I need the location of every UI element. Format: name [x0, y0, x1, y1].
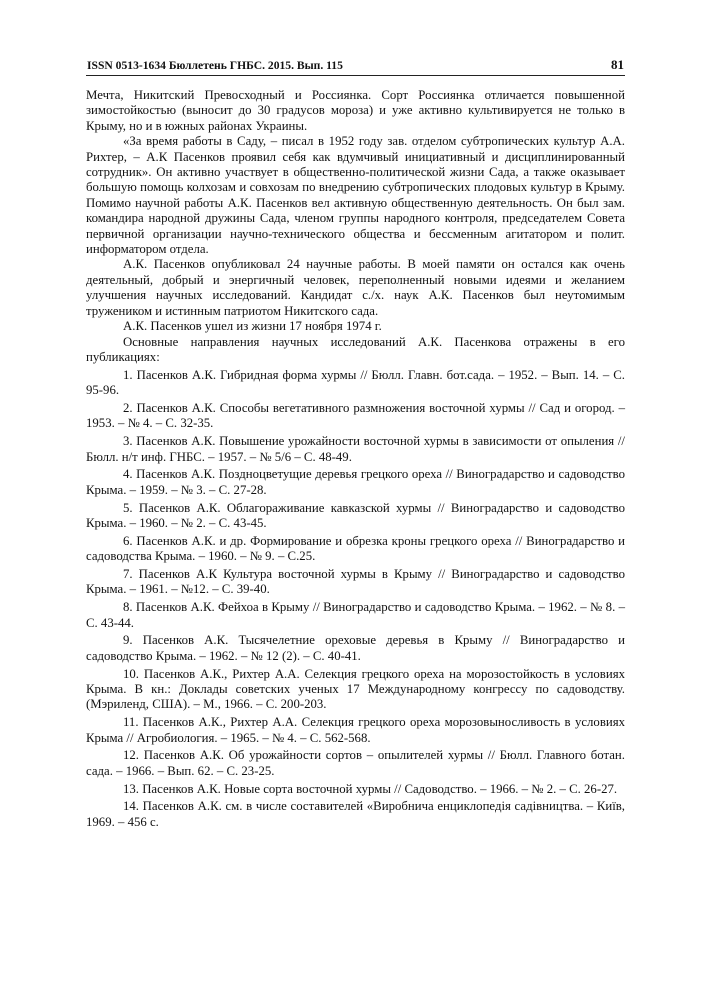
paragraph-continued: Мечта, Никитский Превосходный и Россиянка. Сорт Россиянка отличается повышенной зимостойкостью (выносит до 30 градусов мороза) и уже активно культивируется не только в Крыму, но и в южных районах Украины. [86, 88, 625, 133]
reference-item: 3. Пасенков А.К. Повышение урожайности восточной хурмы в зависимости от опыления // Бюлл. н/т инф. ГНБС. – 1957. – № 5/6 – С. 48-49. [86, 434, 625, 464]
page-number: 81 [611, 57, 624, 72]
paragraph: А.К. Пасенков ушел из жизни 17 ноября 1974 г. [123, 319, 382, 334]
paragraph: «За время работы в Саду, – писал в 1952 году зав. отделом субтропических культур А.А. Рихтер, – А.К Пасенков проявил себя как вдумчивый инициативный и дисциплинированный сотрудник». Он активно участвует в общественно-политической жизни Сада, а также оказывает большую помощь колхозам и совхозам по внедрению субтропических плодовых культур в Крыму. Помимо научной работы А.К. Пасенков вел активную общественную деятельность. Он был зам. командира народной дружины Сада, членом группы народного контроля, председателем Совета первичной организации научно-технического общества и бессменным агитатором и полит. информатором отдела. [86, 134, 625, 257]
article-body [86, 88, 625, 830]
journal-citation: ISSN 0513-1634 Бюллетень ГНБС. 2015. Вып. 115 [87, 59, 343, 72]
reference-item: 1. Пасенков А.К. Гибридная форма хурмы // Бюлл. Главн. бот.сада. – 1952. – Вып. 14. – С. 95-96. [86, 367, 625, 398]
running-header [86, 57, 625, 76]
reference-item: 5. Пасенков А.К. Облагораживание кавказской хурмы // Виноградарство и садоводство Крыма. – 1960. – № 2. – С. 43-45. [86, 500, 625, 530]
reference-item: 9. Пасенков А.К. Тысячелетние ореховые деревья в Крыму // Виноградарство и садоводство Крыма. – 1962. – № 12 (2). – С. 40-41. [86, 633, 625, 663]
reference-item: 10. Пасенков А.К., Рихтер А.А. Селекция грецкого ореха на морозостойкость в условиях Крыма. В кн.: Доклады советских ученых 17 Международному конгрессу по садоводству. (Мэриленд, США). – М., 1966. – С. 200-203. [86, 666, 625, 712]
reference-item: 12. Пасенков А.К. Об урожайности сортов – опылителей хурмы // Бюлл. Главного ботан. сада. – 1966. – Вып. 62. – С. 23-25. [86, 748, 625, 778]
reference-item: 7. Пасенков А.К Культура восточной хурмы в Крыму // Виноградарство и садоводство Крыма. – 1961. – №12. – С. 39-40. [86, 566, 625, 597]
reference-item: 14. Пасенков А.К. см. в числе составителей «Виробнича енциклопедія садівництва. – Київ, 1969. – 456 с. [86, 799, 625, 829]
reference-item: 4. Пасенков А.К. Поздноцветущие деревья грецкого ореха // Виноградарство и садоводство Крыма. – 1959. – № 3. – С. 27-28. [86, 467, 625, 497]
paragraph: Основные направления научных исследований А.К. Пасенкова отражены в его публикациях: [86, 334, 625, 364]
reference-item: 13. Пасенков А.К. Новые сорта восточной хурмы // Садоводство. – 1966. – № 2. – С. 26-27. [123, 781, 618, 796]
reference-item: 2. Пасенков А.К. Способы вегетативного размножения восточной хурмы // Сад и огород. – 1953. – № 4. – С. 32-35. [86, 400, 625, 431]
reference-item: 11. Пасенков А.К., Рихтер А.А. Селекция грецкого ореха морозовыносливость в условиях Крыма // Агробиология. – 1965. – № 4. – С. 562-568. [86, 715, 625, 745]
reference-item: 6. Пасенков А.К. и др. Формирование и обрезка кроны грецкого ореха // Виноградарство и садоводства Крыма. – 1960. – № 9. – С.25. [86, 533, 625, 564]
reference-item: 8. Пасенков А.К. Фейхоа в Крыму // Виноградарство и садоводство Крыма. – 1962. – № 8. – С. 43-44. [86, 600, 625, 630]
document-page [86, 0, 625, 1003]
paragraph: А.К. Пасенков опубликовал 24 научные работы. В моей памяти он остался как очень деятельный, добрый и энергичный человек, переполненный новыми идеями и желанием улучшения научных исследований. Кандидат с./х. наук А.К. Пасенков был неутомимым тружеником и истинным патриотом Никитского сада. [86, 257, 625, 318]
